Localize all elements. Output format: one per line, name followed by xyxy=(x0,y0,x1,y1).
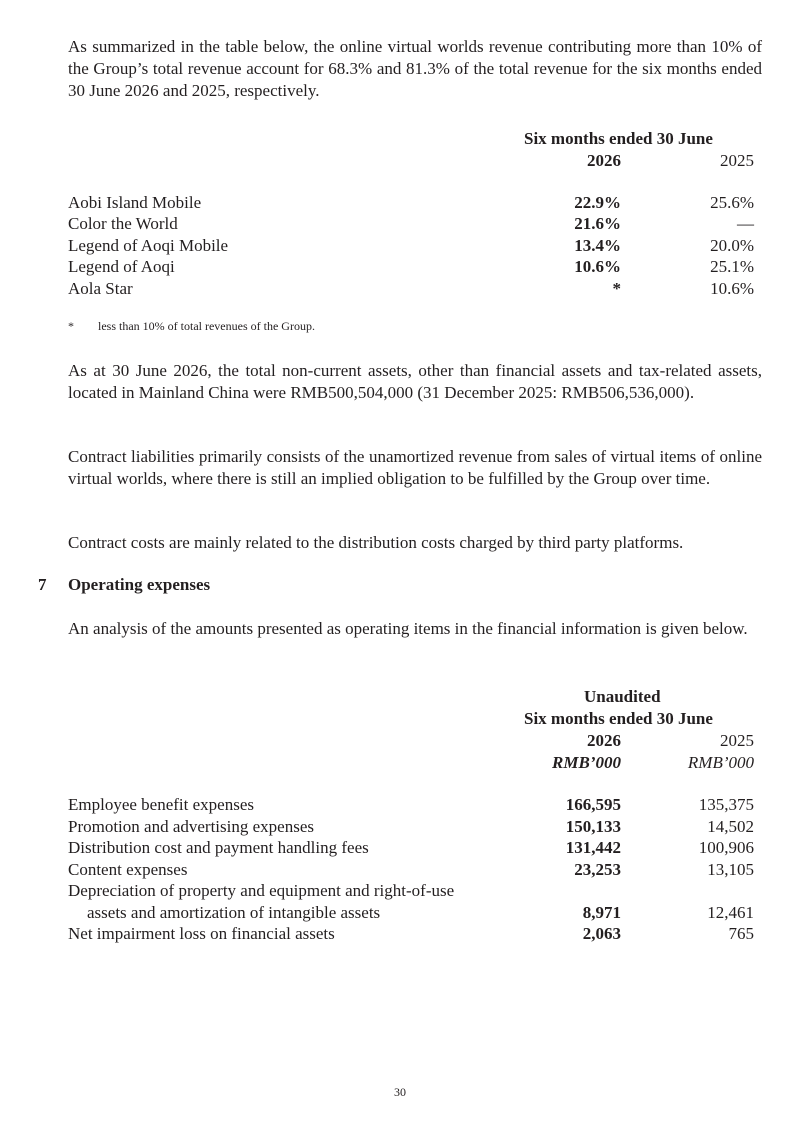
opex-period-header: Six months ended 30 June xyxy=(524,709,713,728)
opex-unit-prior: RMB’000 xyxy=(687,753,754,772)
revenue-row xyxy=(68,213,754,235)
opex-row-label: Employee benefit expenses xyxy=(68,795,254,814)
opex-year-prior: 2025 xyxy=(720,731,754,750)
opex-row-depreciation-line1 xyxy=(68,880,754,902)
opex-row-label: Content expenses xyxy=(68,860,188,879)
revenue-row xyxy=(68,192,754,214)
opex-unit-current: RMB’000 xyxy=(552,753,621,772)
assets-paragraph: As at 30 June 2026, the total non-current assets, other than financial assets and tax-related assets, located in Mainland China were RMB500,504,000 (31 December 2025: RMB506,536,000). xyxy=(68,361,762,402)
revenue-row-label: Color the World xyxy=(68,214,178,233)
revenue-row-current: 13.4% xyxy=(574,236,621,255)
opex-row-label: Distribution cost and payment handling fees xyxy=(68,838,369,857)
opex-row-label: Net impairment loss on financial assets xyxy=(68,924,335,943)
opex-row-label: Depreciation of property and equipment and right-of-use xyxy=(68,881,455,900)
revenue-row-prior: — xyxy=(737,214,754,233)
opex-row xyxy=(68,794,754,816)
footnote-marker: * xyxy=(68,319,74,333)
intro-paragraph: As summarized in the table below, the online virtual worlds revenue contributing more than 10% of the Group’s total revenue account for 68.3% and 81.3% of the total revenue for the six months ended 30 June 2026 and 2025, respectively. xyxy=(68,37,762,100)
opex-row xyxy=(68,859,754,881)
opex-row-current: 2,063 xyxy=(582,924,621,943)
opex-row-current: 166,595 xyxy=(565,795,621,814)
opex-row-depreciation xyxy=(68,902,754,924)
opex-row-prior: 100,906 xyxy=(698,838,754,857)
opex-row-label: Promotion and advertising expenses xyxy=(68,817,314,836)
opex-row-label: assets and amortization of intangible assets xyxy=(87,903,381,922)
page-number: 30 xyxy=(394,1085,406,1099)
opex-row-prior: 12,461 xyxy=(707,903,754,922)
section-title: Operating expenses xyxy=(68,575,211,594)
opex-row-current: 150,133 xyxy=(565,817,621,836)
revenue-row-prior: 20.0% xyxy=(710,236,754,255)
opex-row-prior: 765 xyxy=(728,924,754,943)
revenue-row-current: * xyxy=(612,279,621,298)
revenue-row-prior: 10.6% xyxy=(710,279,754,298)
revenue-row xyxy=(68,235,754,257)
opex-row-current: 131,442 xyxy=(565,838,621,857)
revenue-row-label: Aola Star xyxy=(68,279,133,298)
opex-row-current: 8,971 xyxy=(582,903,621,922)
revenue-row-label: Aobi Island Mobile xyxy=(68,193,202,212)
revenue-row xyxy=(68,278,754,300)
opex-row xyxy=(68,837,754,859)
section-number: 7 xyxy=(38,575,47,594)
opex-row-impairment xyxy=(68,923,754,945)
revenue-row-prior: 25.6% xyxy=(710,193,754,212)
revenue-row-label: Legend of Aoqi Mobile xyxy=(68,236,229,255)
opex-year-current: 2026 xyxy=(587,731,621,750)
revenue-row xyxy=(68,256,754,278)
opex-row-prior: 13,105 xyxy=(707,860,754,879)
opex-row xyxy=(68,816,754,838)
revenue-row-current: 22.9% xyxy=(574,193,621,212)
contract-liabilities-paragraph: Contract liabilities primarily consists of the unamortized revenue from sales of virtual items of online virtual worlds, where there is still an implied obligation to be fulfilled by the Group over time. xyxy=(68,447,762,488)
revenue-row-current: 10.6% xyxy=(574,257,621,276)
opex-row-current: 23,253 xyxy=(574,860,621,879)
opex-intro-paragraph: An analysis of the amounts presented as operating items in the financial information is given below. xyxy=(68,619,748,638)
opex-row-prior: 135,375 xyxy=(698,795,754,814)
footnote-text: less than 10% of total revenues of the Group. xyxy=(98,319,315,333)
revenue-row-prior: 25.1% xyxy=(710,257,754,276)
revenue-period-header: Six months ended 30 June xyxy=(524,129,713,148)
opex-audit-header: Unaudited xyxy=(584,687,661,706)
revenue-row-label: Legend of Aoqi xyxy=(68,257,175,276)
revenue-year-prior: 2025 xyxy=(720,151,754,170)
revenue-row-current: 21.6% xyxy=(574,214,621,233)
opex-row-prior: 14,502 xyxy=(707,817,754,836)
contract-costs-paragraph: Contract costs are mainly related to the distribution costs charged by third party platforms. xyxy=(68,533,684,552)
revenue-year-current: 2026 xyxy=(587,151,621,170)
